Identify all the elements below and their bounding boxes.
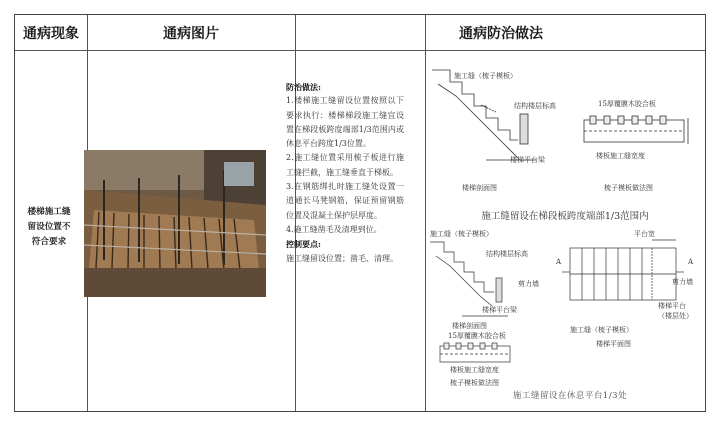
site-photo bbox=[84, 150, 266, 297]
label-platform2: （楼层处） bbox=[658, 312, 693, 320]
header-photo: 通病图片 bbox=[163, 25, 219, 42]
label-board: 15厚覆膜木胶合板 bbox=[598, 100, 656, 108]
issue-line: 楼梯施工缝 bbox=[27, 207, 71, 217]
label-a-right: A bbox=[688, 258, 694, 266]
caption-comb-b: 梳子模板做法图 bbox=[450, 379, 499, 387]
label-elev-b: 结构楼层标高 bbox=[486, 250, 528, 258]
label-wall-plan: 剪力墙 bbox=[672, 278, 693, 286]
issue-line: 符合要求 bbox=[31, 237, 67, 247]
comb-board-bottom bbox=[440, 343, 510, 362]
comb-board-top bbox=[584, 116, 688, 144]
stair-plan bbox=[562, 240, 684, 300]
label-joint-plan: 施工缝（梳子模板） bbox=[570, 326, 633, 334]
label-platform: 楼梯平台 bbox=[658, 302, 686, 310]
bottom-caption: 施工缝留设在休息平台1/3处 bbox=[512, 391, 628, 401]
site-photo-image bbox=[84, 150, 266, 297]
caption-section-b: 楼梯剖面图 bbox=[452, 322, 487, 330]
prevention-item: 4.施工缝凿毛及清理到位。 bbox=[286, 224, 382, 234]
issue-line: 留设位置不 bbox=[27, 222, 71, 232]
header-phenomenon: 通病现象 bbox=[23, 25, 79, 42]
label-a-left: A bbox=[556, 258, 562, 266]
prevention-item: 1.楼梯施工缝留设位置按照以下要求执行：楼梯梯段施工缝宜设置在梯段板跨度端部1/3范围内或休息平台跨度1/3位置。 bbox=[286, 96, 404, 149]
middle-caption: 施工缝留设在梯段板跨度端部1/3范围内 bbox=[481, 211, 649, 222]
label-joint: 施工缝（梳子模板） bbox=[454, 72, 517, 80]
prevention-text bbox=[286, 80, 404, 266]
label-board-b: 15厚覆膜木胶合板 bbox=[448, 332, 506, 340]
label-width: 楼板施工缝宽度 bbox=[596, 152, 645, 160]
label-plan-width: 平台宽 bbox=[634, 230, 655, 238]
prevention-title: 防治做法: bbox=[286, 82, 321, 92]
stair-section-top bbox=[432, 70, 536, 160]
label-wall-b: 剪力墙 bbox=[518, 280, 539, 288]
label-joint-b: 施工缝（梳子模板） bbox=[430, 230, 493, 238]
caption-section: 楼梯剖面图 bbox=[462, 184, 497, 192]
prevention-item: 3.在钢筋绑扎时施工缝处设置一道通长马凳钢筋，保证预留钢筋位置及混凝土保护层厚度。 bbox=[286, 182, 404, 220]
caption-plan: 楼梯平面图 bbox=[596, 340, 631, 348]
prevention-item: 2.施工缝位置采用梳子板进行施工缝拦截，施工缝垂直于梯板。 bbox=[286, 153, 404, 177]
issue-label bbox=[18, 205, 80, 250]
header-prevention: 通病防治做法 bbox=[459, 25, 543, 42]
label-width-b: 楼板施工缝宽度 bbox=[450, 366, 499, 374]
label-beam-b: 楼梯平台梁 bbox=[482, 306, 517, 314]
label-elev: 结构楼层标高 bbox=[514, 102, 556, 110]
label-beam: 楼梯平台梁 bbox=[510, 156, 545, 164]
control-title: 控制要点: bbox=[286, 239, 321, 250]
caption-comb: 梳子模板做法图 bbox=[604, 184, 653, 192]
control-text: 施工缝留设位置；凿毛、清理。 bbox=[286, 253, 398, 263]
